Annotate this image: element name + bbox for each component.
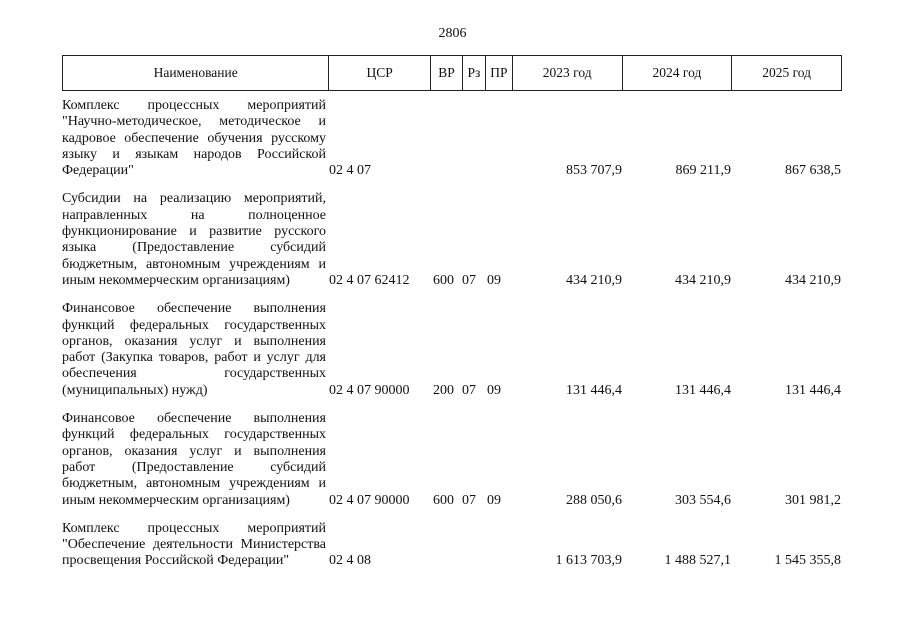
table-row: [62, 521, 842, 570]
row-2023: 1 613 703,9: [555, 553, 622, 569]
header-pr: ПР: [486, 56, 513, 90]
table-body: [62, 98, 842, 570]
row-2024: 869 211,9: [675, 163, 731, 179]
row-2023: 288 050,6: [566, 492, 622, 508]
header-csr: ЦСР: [329, 56, 431, 90]
row-name: Субсидии на реализацию мероприятий, направленных на полноценное функционирование и развитие русского языка (Предоставление субсидий бюджетным, автономным учреждениям и иным некоммерческим организациям): [62, 191, 326, 288]
row-2023: 131 446,4: [566, 382, 622, 398]
row-name: Финансовое обеспечение выполнения функций федеральных государственных органов, оказания услуг и выполнения работ (Закупка товаров, работ и услуг для обеспечения государственных (муниципальных) нужд): [62, 301, 326, 398]
table-row: [62, 301, 842, 399]
row-name: Комплекс процессных мероприятий "Научно-методическое, методическое и кадровое обеспечение обучения русскому языку и языкам народов Российской Федерации": [62, 98, 326, 179]
row-2024: 434 210,9: [675, 272, 731, 288]
row-rz: 07: [462, 492, 476, 508]
table-row: [62, 98, 842, 179]
table-row: [62, 191, 842, 289]
row-vr: 600: [433, 272, 454, 288]
page-number: 2806: [438, 26, 467, 41]
row-csr: 02 4 07 90000: [329, 382, 410, 398]
row-rz: 07: [462, 272, 476, 288]
header-2024: 2024 год: [623, 56, 733, 90]
row-pr: 09: [487, 492, 501, 508]
header-2023: 2023 год: [513, 56, 623, 90]
header-vr: ВР: [431, 56, 463, 90]
row-csr: 02 4 07 90000: [329, 492, 410, 508]
table-row: [62, 411, 842, 509]
row-name: Комплекс процессных мероприятий "Обеспечение деятельности Министерства просвещения Российской Федерации": [62, 520, 326, 569]
row-vr: 600: [433, 492, 454, 508]
row-2025: 301 981,2: [785, 492, 841, 508]
row-vr: 200: [433, 382, 454, 398]
row-csr: 02 4 08: [329, 553, 371, 569]
row-2025: 1 545 355,8: [774, 553, 841, 569]
row-2025: 434 210,9: [785, 272, 841, 288]
row-rz: 07: [462, 382, 476, 398]
row-2025: 867 638,5: [785, 163, 841, 179]
header-name: Наименование: [63, 56, 329, 90]
row-pr: 09: [487, 382, 501, 398]
header-2025: 2025 год: [762, 65, 812, 80]
row-csr: 02 4 07 62412: [329, 272, 410, 288]
row-2025: 131 446,4: [785, 382, 841, 398]
row-pr: 09: [487, 272, 501, 288]
row-2024: 1 488 527,1: [664, 553, 731, 569]
table-header: [62, 55, 842, 91]
row-2023: 434 210,9: [566, 272, 622, 288]
row-name: Финансовое обеспечение выполнения функций федеральных государственных органов, оказания услуг и выполнения работ (Предоставление субсидий бюджетным, автономным учреждениям и иным некоммерческим организациям): [62, 411, 326, 508]
row-csr: 02 4 07: [329, 163, 371, 179]
row-2024: 303 554,6: [675, 492, 731, 508]
row-2024: 131 446,4: [675, 382, 731, 398]
row-2023: 853 707,9: [566, 163, 622, 179]
header-rz: Рз: [463, 56, 486, 90]
